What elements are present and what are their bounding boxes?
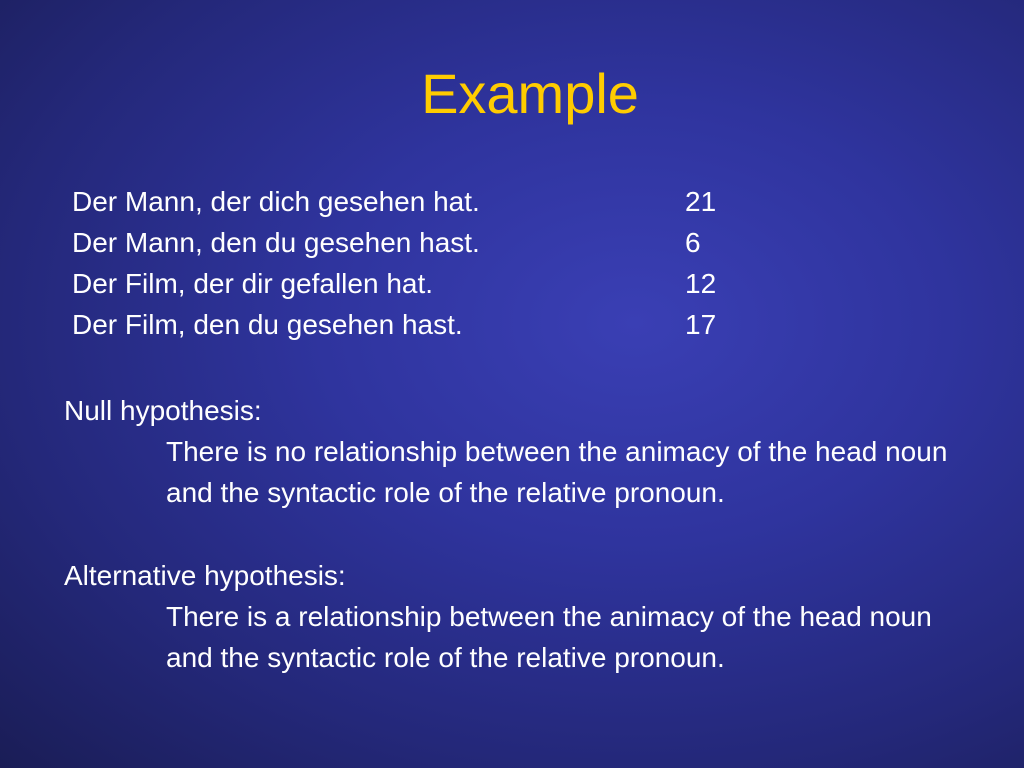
- alternative-hypothesis-label: Alternative hypothesis:: [64, 560, 346, 591]
- example-sentence: Der Film, den du gesehen hast.: [72, 309, 463, 340]
- example-row: [72, 222, 772, 263]
- example-row: [72, 263, 772, 304]
- alternative-hypothesis: [64, 555, 964, 678]
- null-hypothesis: [64, 390, 964, 513]
- example-count: 6: [685, 227, 701, 258]
- null-hypothesis-text: There is no relationship between the animacy of the head noun and the syntactic role of the relative pronoun.: [166, 436, 948, 508]
- example-count: 12: [685, 268, 717, 299]
- alternative-hypothesis-text: There is a relationship between the animacy of the head noun and the syntactic role of the relative pronoun.: [166, 601, 932, 673]
- example-row: [72, 304, 772, 345]
- example-sentence: Der Film, der dir gefallen hat.: [72, 268, 434, 299]
- example-count: 17: [685, 309, 717, 340]
- example-count: 21: [685, 186, 717, 217]
- example-list: [72, 181, 772, 345]
- slide-title: Example: [421, 62, 639, 125]
- example-sentence: Der Mann, den du gesehen hast.: [72, 227, 480, 258]
- null-hypothesis-label: Null hypothesis:: [64, 395, 262, 426]
- example-row: [72, 181, 772, 222]
- example-sentence: Der Mann, der dich gesehen hat.: [72, 186, 480, 217]
